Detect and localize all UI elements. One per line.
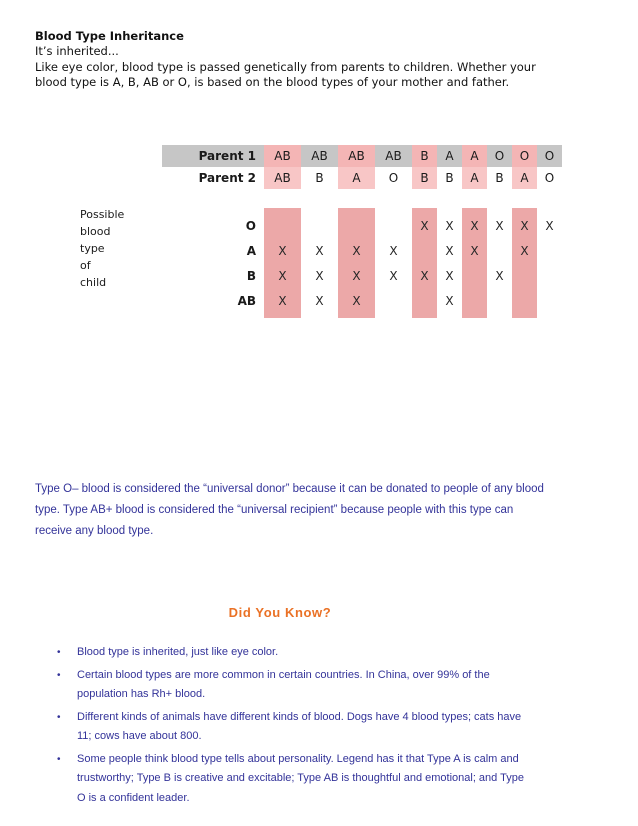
mark-cell: X [495,218,504,233]
inheritance-table-body [162,208,562,318]
parent1-label: Parent 1 [198,149,256,163]
mark-cell: X [315,243,324,258]
parent2-cell: O [544,171,555,185]
mark-cell: X [389,243,398,258]
mark-cell: X [420,218,429,233]
mark-cell: X [389,268,398,283]
row-label: O [245,218,256,233]
intro-block [35,29,610,90]
row-label: AB [237,293,256,308]
mark-cell: X [445,218,454,233]
parent2-cell: AB [264,167,301,189]
mark-cell: X [352,243,361,258]
mark-cell: X [420,268,429,283]
parent1-cell: AB [264,145,301,167]
parent2-cell: B [445,171,454,185]
donor-note-line: Type O– blood is considered the “universal donor” because it can be donated to people of any blood [35,483,544,495]
parent1-row [162,145,562,167]
intro-line: blood type is A, B, AB or O, is based on the blood types of your mother and father. [35,74,510,89]
table-row-AB [162,288,562,313]
table-row-O [162,213,562,238]
parent2-cell: B [315,171,324,185]
parent2-cell: O [388,171,399,185]
parent1-cell: A [445,149,454,163]
fact-item [55,708,527,747]
fact-item [55,750,527,809]
mark-cell: X [470,243,479,258]
donor-note [35,479,615,542]
side-label-line: child [80,276,107,289]
bullet-icon: • [57,711,61,723]
mark-cell: X [470,218,479,233]
parent1-cell: O [512,145,537,167]
child-type-rows [162,213,562,313]
mark-cell: X [495,268,504,283]
mark-cell: X [315,268,324,283]
fact-text: Blood type is inherited, just like eye color. [77,646,279,658]
mark-cell: X [278,293,287,308]
parent1-cell: AB [311,149,328,163]
mark-cell: X [445,243,454,258]
side-label-line: of [80,259,91,272]
row-label: A [246,243,256,258]
did-you-know-heading: Did You Know? [228,605,332,620]
fact-text: Different kinds of animals have different kinds of blood. Dogs have 4 blood types; cats have 11; cows have about 800. [77,710,522,742]
parent2-cell: B [412,167,437,189]
parent2-row [162,167,562,189]
parent1-cell: B [412,145,437,167]
parent2-cell: A [512,167,537,189]
mark-cell: X [278,243,287,258]
mark-cell: X [315,293,324,308]
intro-subtitle: It’s inherited... [35,44,119,59]
parent1-cell: O [544,149,555,163]
bullet-icon: • [57,669,61,681]
mark-cell: X [520,243,529,258]
donor-note-line: type. Type AB+ blood is considered the “universal recipient” because people with this type can [35,504,514,516]
bullet-icon: • [57,753,61,765]
fact-list [55,643,527,811]
mark-cell: X [545,218,554,233]
parent1-cell: AB [338,145,375,167]
parent1-cell: AB [385,149,402,163]
parent2-cell: A [338,167,375,189]
table-row-B [162,263,562,288]
fact-text: Certain blood types are more common in certain countries. In China, over 99% of the population has Rh+ blood. [77,668,490,700]
donor-note-line: receive any blood type. [35,525,154,537]
parent1-cell: O [494,149,505,163]
side-label-line: blood [80,225,111,238]
side-label-line: Possible [80,208,125,221]
mark-cell: X [352,268,361,283]
intro-line: Like eye color, blood type is passed genetically from parents to children. Whether your [35,59,536,74]
bullet-icon: • [57,647,61,658]
mark-cell: X [445,268,454,283]
mark-cell: X [278,268,287,283]
table-row-A [162,238,562,263]
parent2-cell: B [495,171,504,185]
mark-cell: X [520,218,529,233]
fact-text: Some people think blood type tells about personality. Legend has it that Type A is calm and trustworthy; Type B is creative and excitable; Type AB is thoughtful and emotional; and Type O is a confident leader. [77,752,524,804]
fact-item [55,643,527,663]
page-title: Blood Type Inheritance [35,29,184,43]
parent2-cell: A [462,167,487,189]
parent1-cell: A [462,145,487,167]
possible-blood-type-label [80,206,124,291]
fact-item [55,666,527,705]
parent2-label: Parent 2 [198,171,256,185]
row-label: B [246,268,256,283]
mark-cell: X [352,293,361,308]
side-label-line: type [80,242,105,255]
mark-cell: X [445,293,454,308]
